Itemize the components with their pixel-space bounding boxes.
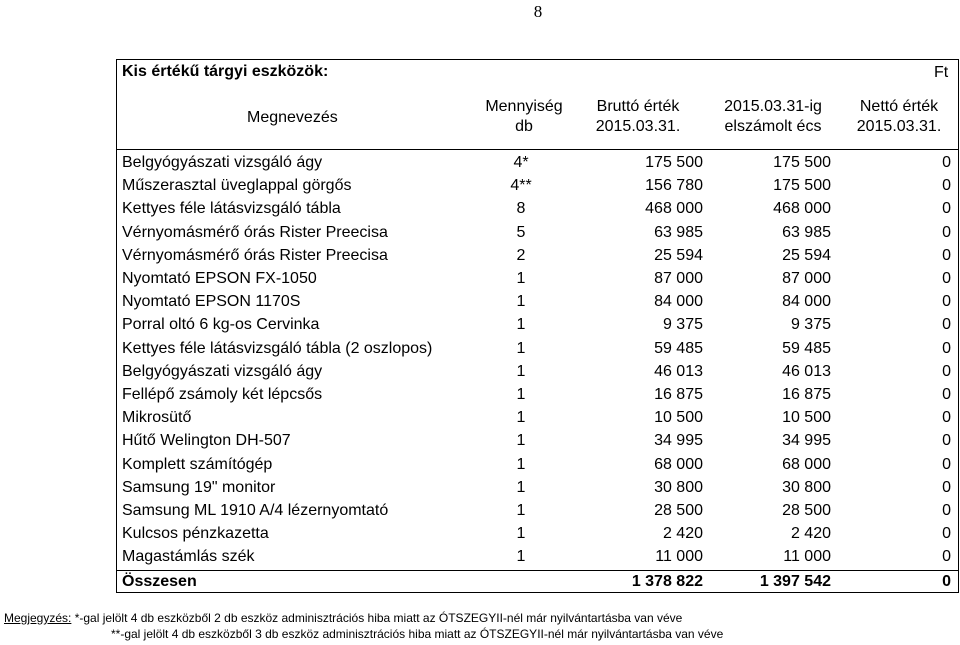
item-quantity: 5 (516, 223, 526, 241)
item-depreciation: 30 800 (782, 478, 831, 496)
item-net-value: 0 (942, 177, 951, 195)
item-net-value: 0 (942, 386, 951, 403)
item-depreciation: 34 995 (782, 432, 831, 450)
item-gross-value: 34 995 (654, 432, 703, 450)
item-name: Hűtő Welington DH-507 (122, 432, 291, 450)
header-qty-line2: db (515, 118, 533, 135)
item-depreciation: 175 500 (773, 177, 831, 195)
item-quantity: 1 (516, 409, 526, 427)
item-net-value: 0 (942, 246, 951, 264)
table-title: Kis értékű tárgyi eszközök: (122, 63, 329, 80)
table-row (116, 151, 959, 174)
table-row (116, 244, 959, 267)
item-depreciation: 28 500 (782, 502, 831, 519)
item-gross-value: 63 985 (654, 223, 703, 241)
item-quantity: 1 (516, 432, 526, 450)
table-row (116, 221, 959, 244)
item-gross-value: 28 500 (654, 502, 703, 519)
header-dep-line1: 2015.03.31-ig (724, 98, 822, 115)
item-quantity: 2 (516, 246, 526, 264)
item-net-value: 0 (942, 455, 951, 473)
table-row (116, 267, 959, 290)
item-depreciation: 11 000 (783, 548, 831, 566)
item-net-value: 0 (942, 200, 951, 218)
currency-label: Ft (934, 64, 949, 81)
item-gross-value: 16 875 (654, 386, 703, 403)
item-depreciation: 16 875 (782, 386, 831, 403)
item-net-value: 0 (942, 362, 951, 380)
table-row (116, 545, 959, 568)
item-name: Kulcsos pénzkazetta (122, 525, 269, 543)
item-gross-value: 87 000 (654, 270, 703, 287)
note-text-1: *-gal jelölt 4 db eszközből 2 db eszköz adminisztrációs hiba miatt az ÓTSZEGYII-nél már nyilvántartásba van véve (74, 611, 683, 625)
item-depreciation: 59 485 (782, 339, 831, 357)
item-gross-value: 84 000 (654, 293, 703, 311)
total-gross: 1 378 822 (631, 573, 703, 590)
item-quantity: 1 (516, 293, 526, 311)
header-qty (475, 97, 573, 137)
item-depreciation: 68 000 (782, 455, 831, 473)
table-row (116, 476, 959, 499)
item-depreciation: 25 594 (782, 246, 831, 264)
table-row (116, 499, 959, 522)
header-depreciation (712, 97, 834, 137)
item-gross-value: 10 500 (654, 409, 703, 427)
header-dep-line2: elszámolt écs (724, 118, 822, 135)
header-divider (116, 149, 959, 150)
table-row (116, 429, 959, 452)
item-depreciation: 2 420 (790, 525, 831, 543)
item-net-value: 0 (942, 525, 951, 543)
item-gross-value: 156 780 (645, 177, 703, 195)
item-gross-value: 59 485 (654, 339, 703, 357)
item-name: Fellépő zsámoly két lépcsős (122, 386, 323, 403)
header-net (846, 97, 952, 137)
page-number: 8 (533, 2, 543, 21)
item-name: Kettyes féle látásvizsgáló tábla (122, 200, 341, 218)
item-name: Samsung 19" monitor (122, 478, 276, 496)
note-line-1 (4, 611, 682, 625)
item-quantity: 1 (516, 362, 526, 380)
item-name: Samsung ML 1910 A/4 lézernyomtató (122, 502, 389, 519)
item-name: Nyomtató EPSON 1170S (122, 293, 301, 311)
item-gross-value: 2 420 (662, 525, 703, 543)
item-quantity: 8 (516, 200, 526, 218)
item-net-value: 0 (942, 432, 951, 450)
item-gross-value: 11 000 (655, 548, 703, 566)
item-name: Műszerasztal üveglappal görgős (122, 177, 352, 195)
item-quantity: 1 (516, 478, 526, 496)
item-gross-value: 9 375 (662, 316, 703, 334)
item-name: Kettyes féle látásvizsgáló tábla (2 oszlopos) (122, 339, 433, 357)
item-depreciation: 10 500 (782, 409, 831, 427)
item-quantity: 1 (516, 548, 526, 566)
item-gross-value: 68 000 (654, 455, 703, 473)
header-gross (585, 97, 691, 137)
item-gross-value: 175 500 (645, 154, 703, 171)
header-net-line1: Nettó érték (859, 98, 939, 115)
item-quantity: 1 (516, 339, 526, 357)
item-quantity: 1 (516, 386, 526, 403)
item-net-value: 0 (942, 409, 951, 427)
item-depreciation: 46 013 (782, 362, 831, 380)
total-depreciation: 1 397 542 (759, 573, 831, 590)
item-net-value: 0 (942, 548, 951, 566)
item-quantity: 1 (516, 270, 526, 287)
item-depreciation: 63 985 (782, 223, 831, 241)
table-row (116, 406, 959, 429)
header-name: Megnevezés (247, 109, 338, 126)
header-gross-line2: 2015.03.31. (595, 118, 681, 135)
item-name: Belgyógyászati vizsgáló ágy (122, 362, 323, 380)
table-row (116, 197, 959, 220)
table-row (116, 383, 959, 406)
item-depreciation: 175 500 (773, 154, 831, 171)
item-gross-value: 30 800 (654, 478, 703, 496)
table-row (116, 290, 959, 313)
note-text-2: **-gal jelölt 4 db eszközből 3 db eszköz adminisztrációs hiba miatt az ÓTSZEGYII-nél már nyilvántartásba van véve (111, 627, 724, 641)
item-quantity: 1 (516, 455, 526, 473)
item-net-value: 0 (942, 502, 951, 519)
item-net-value: 0 (942, 316, 951, 334)
item-quantity: 1 (516, 502, 526, 519)
item-net-value: 0 (942, 154, 951, 171)
item-depreciation: 9 375 (790, 316, 831, 334)
item-gross-value: 468 000 (645, 200, 703, 218)
table-row (116, 453, 959, 476)
item-name: Vérnyomásmérő órás Rister Preecisa (122, 223, 388, 241)
note-label: Megjegyzés: (4, 611, 72, 625)
table-row (116, 174, 959, 197)
table-row (116, 522, 959, 545)
item-net-value: 0 (942, 339, 951, 357)
item-name: Vérnyomásmérő órás Rister Preecisa (122, 246, 388, 264)
item-name: Nyomtató EPSON FX-1050 (122, 270, 317, 287)
item-gross-value: 46 013 (654, 362, 703, 380)
item-depreciation: 87 000 (782, 270, 831, 287)
item-quantity: 1 (516, 316, 526, 334)
item-depreciation: 84 000 (782, 293, 831, 311)
item-depreciation: 468 000 (773, 200, 831, 218)
item-net-value: 0 (942, 223, 951, 241)
item-name: Mikrosütő (122, 409, 192, 427)
table-row (116, 360, 959, 383)
item-net-value: 0 (942, 270, 951, 287)
item-quantity: 4** (510, 177, 532, 195)
item-name: Belgyógyászati vizsgáló ágy (122, 154, 323, 171)
table-row (116, 337, 959, 360)
note-line-2 (111, 627, 723, 641)
item-net-value: 0 (942, 293, 951, 311)
item-quantity: 4* (513, 154, 529, 171)
item-name: Komplett számítógép (122, 455, 273, 473)
item-net-value: 0 (942, 478, 951, 496)
header-gross-line1: Bruttó érték (596, 98, 680, 115)
header-qty-line1: Mennyiség (485, 98, 563, 115)
item-gross-value: 25 594 (654, 246, 703, 264)
header-net-line2: 2015.03.31. (856, 118, 942, 135)
total-label: Összesen (122, 573, 197, 590)
item-name: Magastámlás szék (122, 548, 255, 566)
item-quantity: 1 (516, 525, 526, 543)
table-row (116, 313, 959, 336)
item-name: Porral oltó 6 kg-os Cervinka (122, 316, 320, 334)
total-net: 0 (942, 573, 951, 590)
total-row (116, 570, 959, 593)
